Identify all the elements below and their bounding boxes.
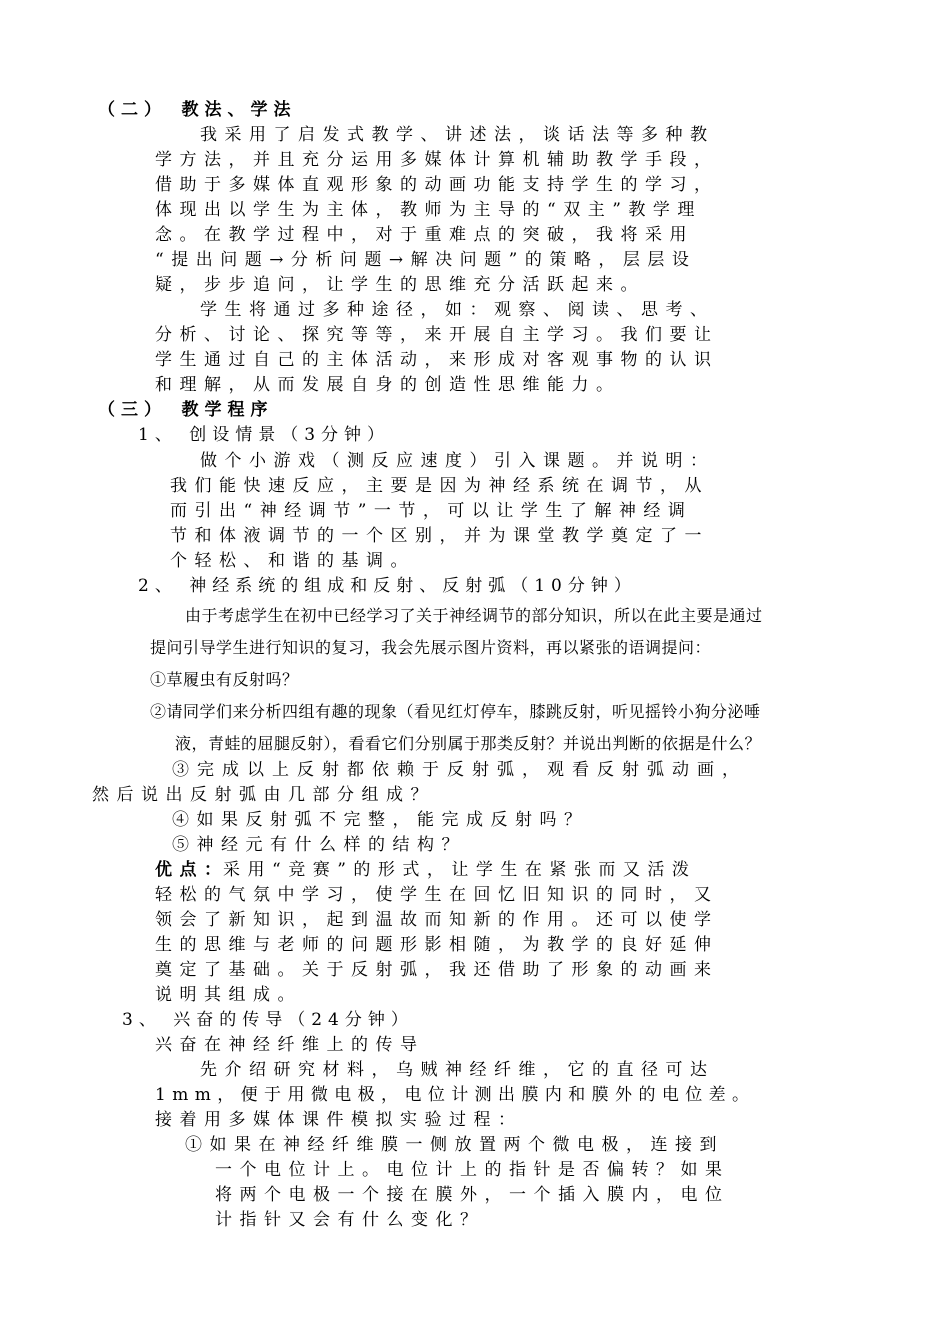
advantage-label: 优点： [155,860,229,880]
paragraph-line: 和理解，从而发展自身的创造性思维能力。 [155,375,621,395]
step-title: 3、 兴奋的传导（24分钟） [122,1010,414,1030]
list-item: 计指针又会有什么变化？ [215,1210,485,1230]
paragraph-line: 提问引导学生进行知识的复习，我会先展示图片资料，再以紧张的语调提问： [150,638,712,657]
paragraph-line: 疑，步步追问，让学生的思维充分活跃起来。 [155,275,645,295]
question-line: ③完成以上反射都依赖于反射弧，观看反射弧动画， [172,760,747,780]
list-item: 一个电位计上。电位计上的指针是否偏转？如果 [215,1160,730,1180]
question-line: ②请同学们来分析四组有趣的现象（看见红灯停车，膝跳反射，听见摇铃小狗分泌唾 [150,702,761,721]
paragraph-line: 由于考虑学生在初中已经学习了关于神经调节的部分知识，所以在此主要是通过 [185,606,763,625]
paragraph-line: 做个小游戏（测反应速度）引入课题。并说明： [200,451,715,471]
paragraph-line: 说明其组成。 [155,985,302,1005]
paragraph-line: 借助于多媒体直观形象的动画功能支持学生的学习， [155,175,719,195]
paragraph-line: 节和体液调节的一个区别，并为课堂教学奠定了一 [170,526,709,546]
paragraph-line: 1mm，便于用微电极，电位计测出膜内和膜外的电位差。 [155,1085,756,1105]
paragraph-line: 学生将通过多种途径，如：观察、阅读、思考、 [200,300,715,320]
subsection-title: 兴奋在神经纤维上的传导 [155,1035,425,1055]
paragraph-line: 个轻松、和谐的基调。 [170,551,415,571]
paragraph-line: 采用“竞赛”的形式，让学生在紧张而又活泼 [223,860,697,880]
section-heading-teaching-procedure: （三） 教学程序 [98,400,274,420]
paragraph-line: 学生通过自己的主体活动，来形成对客观事物的认识 [155,350,719,370]
paragraph-line: 领会了新知识，起到温故而知新的作用。还可以使学 [155,910,719,930]
step-title: 2、 神经系统的组成和反射、反射弧（10分钟） [138,576,637,596]
paragraph-line: 念。在教学过程中，对于重难点的突破，我将采用 [155,225,694,245]
section-heading-teaching-method: （二） 教法、学法 [98,100,297,120]
list-item: 将两个电极一个接在膜外，一个插入膜内，电位 [215,1185,730,1205]
paragraph-line: 而引出“神经调节”一节，可以让学生了解神经调 [170,501,693,521]
paragraph-line: 我采用了启发式教学、讲述法，谈话法等多种教 [200,125,715,145]
question-line: 然后说出反射弧由几部分组成？ [92,785,435,805]
step-title: 1、 创设情景（3分钟） [138,425,391,445]
paragraph-line: 奠定了基础。关于反射弧，我还借助了形象的动画来 [155,960,719,980]
paragraph-line: 我们能快速反应，主要是因为神经系统在调节，从 [170,476,709,496]
paragraph-line: 生的思维与老师的问题形影相随，为教学的良好延伸 [155,935,719,955]
paragraph-line: 体现出以学生为主体，教师为主导的“双主”教学理 [155,200,702,220]
paragraph-line: 学方法，并且充分运用多媒体计算机辅助教学手段， [155,150,719,170]
paragraph-line: 接着用多媒体课件模拟实验过程： [155,1110,523,1130]
question-line: 液，青蛙的屈腿反射），看看它们分别属于那类反射？并说出判断的依据是什么？ [175,734,762,753]
paragraph-line: 分析、讨论、探究等等，来开展自主学习。我们要让 [155,325,719,345]
question-line: ④如果反射弧不完整，能完成反射吗？ [172,810,589,830]
paragraph-line: 轻松的气氛中学习，使学生在回忆旧知识的同时，又 [155,885,719,905]
paragraph-line: 先介绍研究材料，乌贼神经纤维，它的直径可达 [200,1060,715,1080]
question-line: ①草履虫有反射吗？ [150,670,299,689]
list-item: ①如果在神经纤维膜一侧放置两个微电极，连接到 [185,1135,724,1155]
question-line: ⑤神经元有什么样的结构？ [172,835,466,855]
paragraph-line: “提出问题→分析问题→解决问题”的策略，层层设 [155,250,697,270]
